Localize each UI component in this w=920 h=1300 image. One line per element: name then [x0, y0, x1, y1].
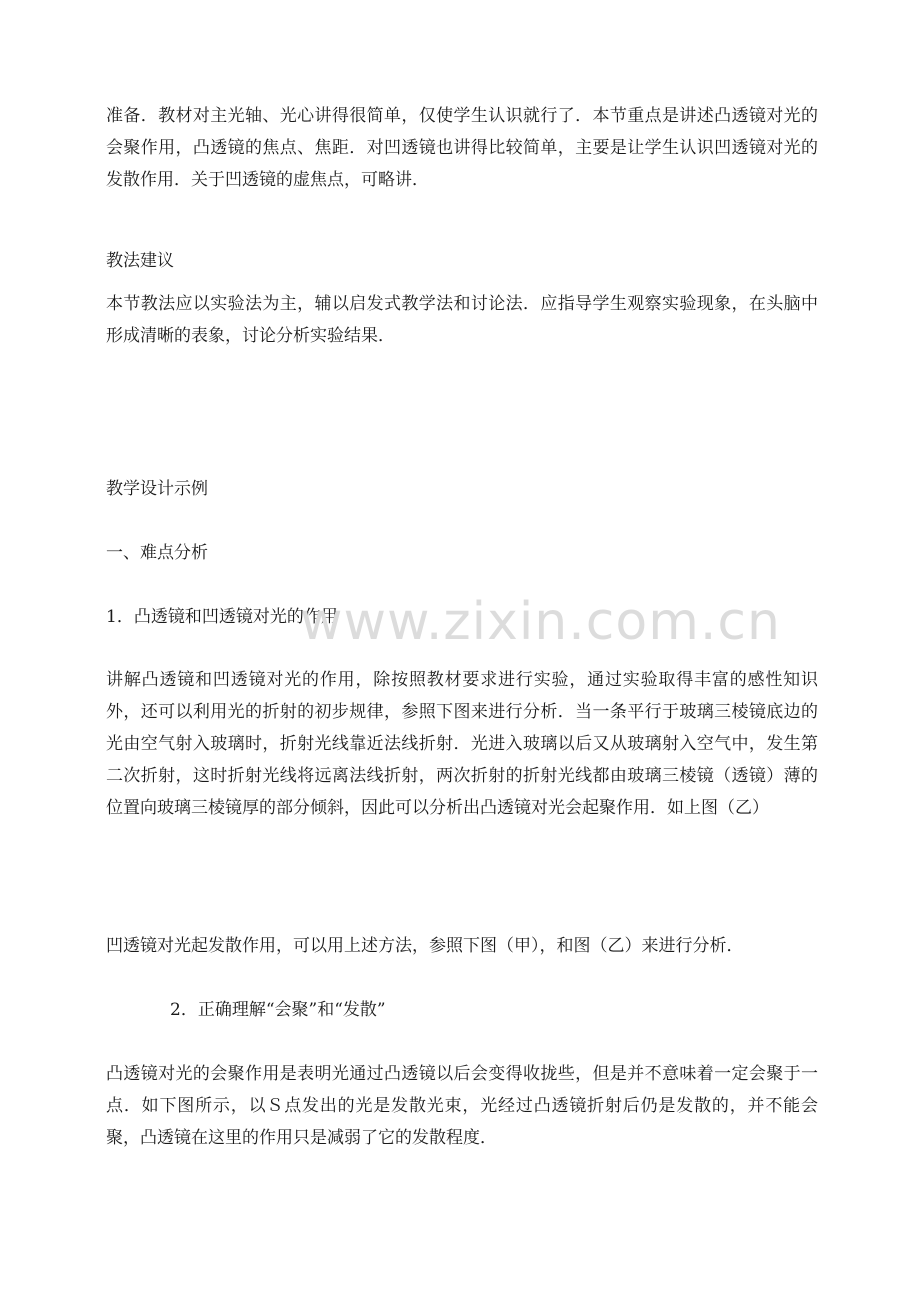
item-two-heading: 2．正确理解“会聚”和“发散” [170, 1000, 386, 1020]
item-two-paragraph: 凸透镜对光的会聚作用是表明光通过凸透镜以后会变得收拢些，但是并不意味着一定会聚于一点．如下图所示，以Ｓ点发出的光是发散光束，光经过凸透镜折射后仍是发散的，并不能会聚，凸透镜在这里的作用只是减弱了它的发散程度． [106, 1064, 818, 1148]
design-example-heading: 教学设计示例 [106, 479, 208, 499]
teaching-method-heading: 教法建议 [106, 251, 174, 271]
watermark: www.zixin.com.cn [300, 592, 781, 652]
concave-lens-note: 凹透镜对光起发散作用，可以用上述方法，参照下图（甲），和图（乙）来进行分析． [106, 936, 744, 956]
intro-paragraph: 准备．教材对主光轴、光心讲得很简单，仅使学生认识就行了．本节重点是讲述凸透镜对光的会聚作用，凸透镜的焦点、焦距．对凹透镜也讲得比较简单，主要是让学生认识凹透镜对光的发散作用．关于凹透镜的虚焦点，可略讲． [106, 106, 818, 190]
teaching-method-paragraph: 本节教法应以实验法为主，辅以启发式教学法和讨论法．应指导学生观察实验现象，在头脑中形成清晰的表象，讨论分析实验结果． [106, 294, 818, 346]
item-one-heading: 1．凸透镜和凹透镜对光的作用 [106, 607, 338, 627]
section-one-heading: 一、难点分析 [106, 543, 208, 563]
item-one-paragraph: 讲解凸透镜和凹透镜对光的作用，除按照教材要求进行实验，通过实验取得丰富的感性知识外，还可以利用光的折射的初步规律，参照下图来进行分析．当一条平行于玻璃三棱镜底边的光由空气射入玻璃时，折射光线靠近法线折射．光进入玻璃以后又从玻璃射入空气中，发生第二次折射，这时折射光线将远离法线折射，两次折射的折射光线都由玻璃三棱镜（透镜）薄的位置向玻璃三棱镜厚的部分倾斜，因此可以分析出凸透镜对光会起聚作用．如上图（乙） [106, 670, 818, 818]
